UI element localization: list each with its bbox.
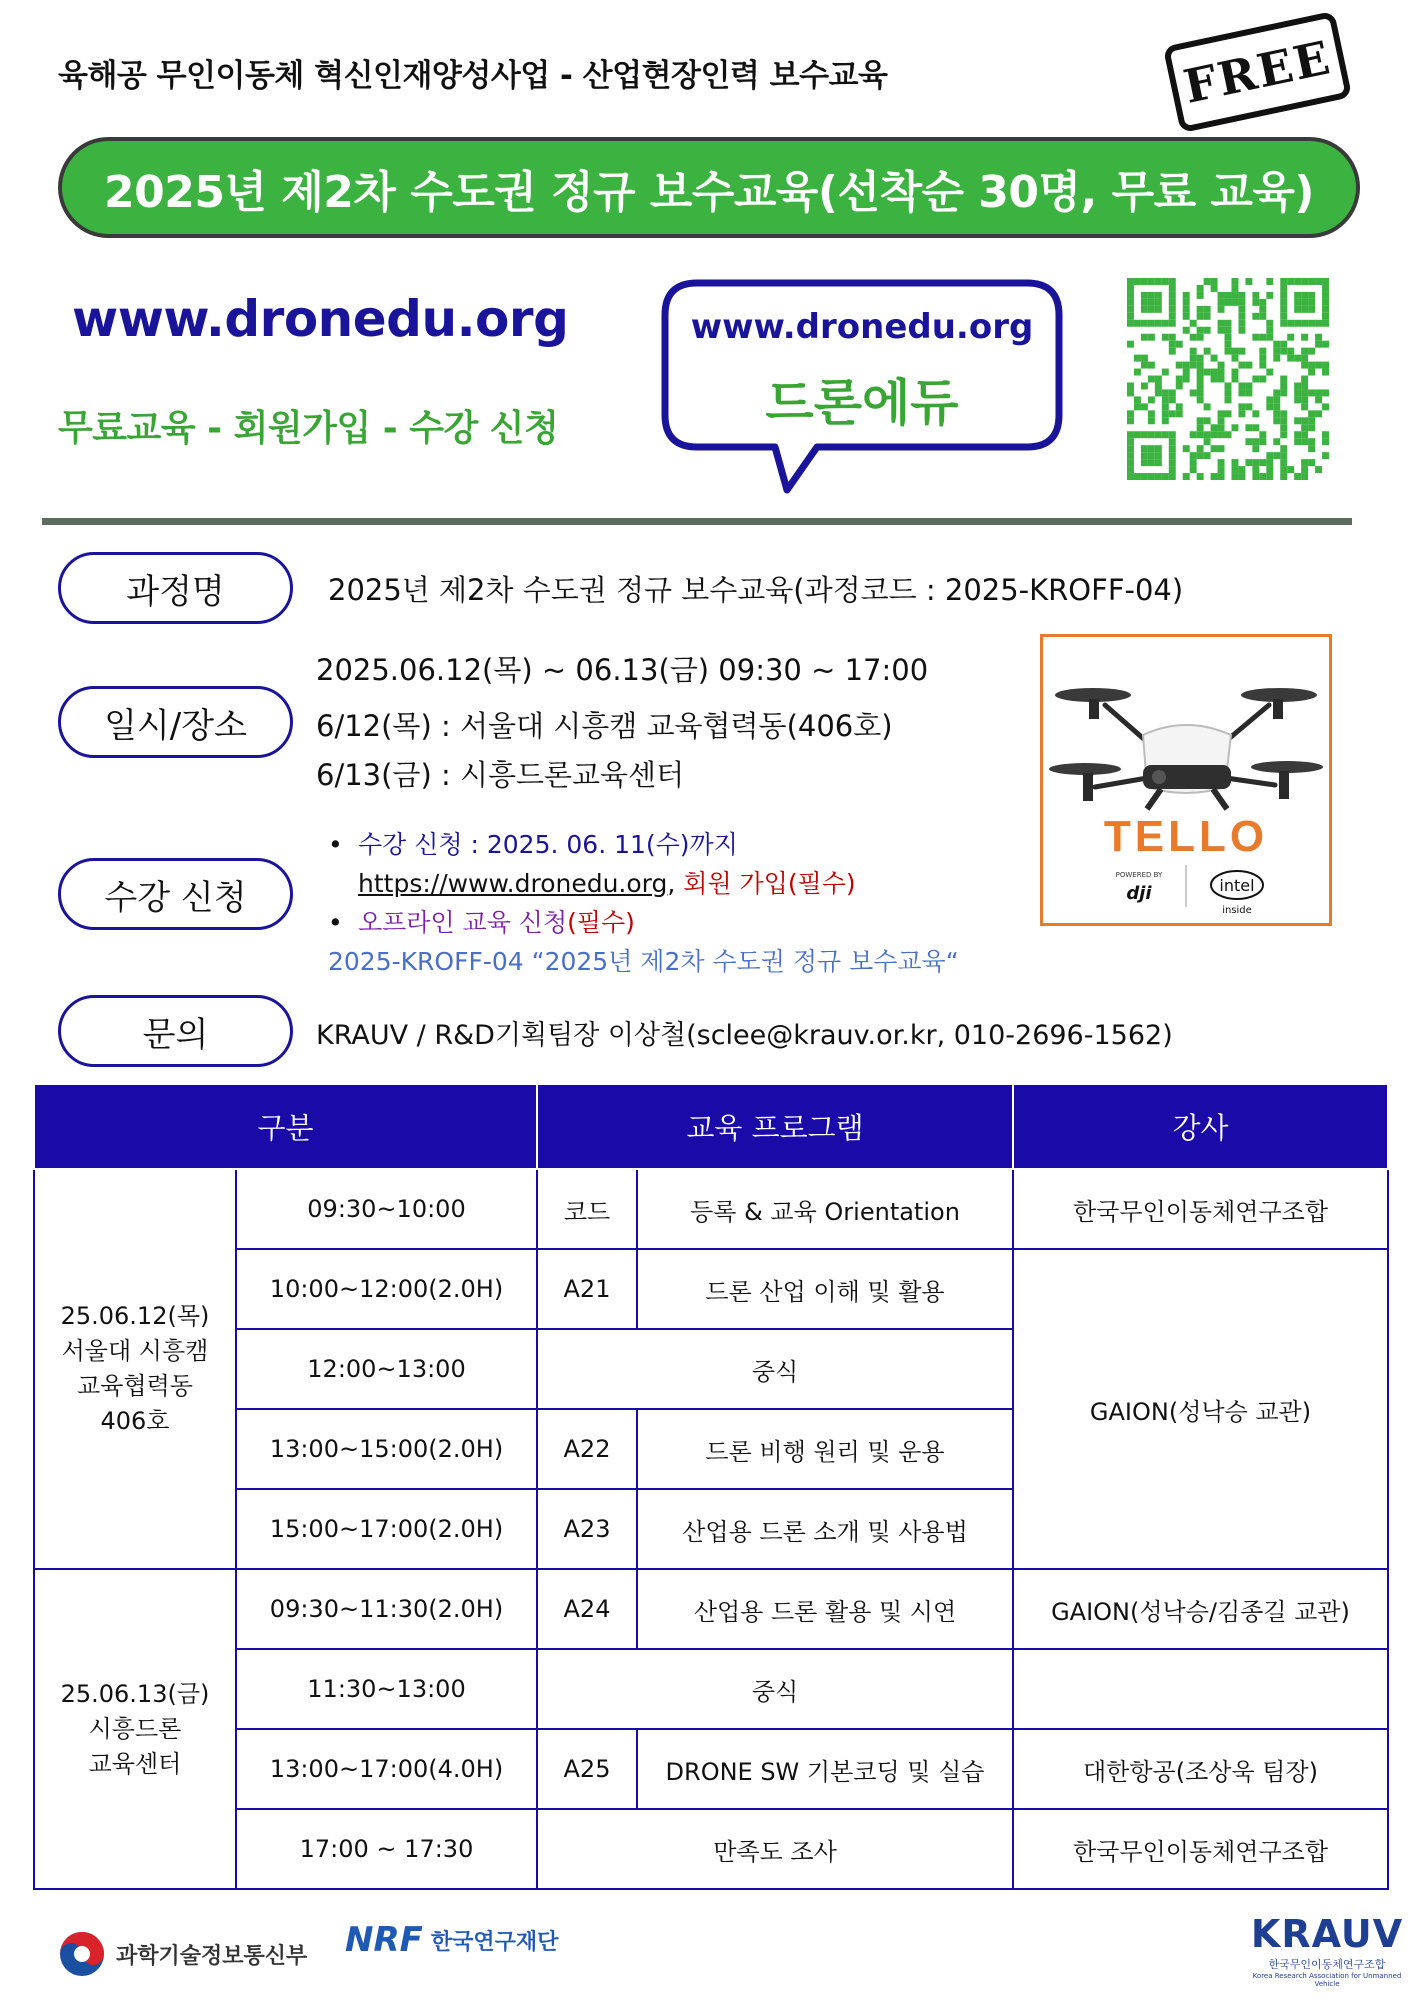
row-program: 등록 & 교육 Orientation — [637, 1169, 1013, 1249]
schedule-day2: 6/13(금) : 시흥드론교육센터 — [316, 758, 685, 792]
bullet-icon: • — [328, 908, 343, 937]
row-instructor: 대한항공(조상욱 팀장) — [1013, 1729, 1388, 1809]
table-row — [34, 1809, 1388, 1889]
apply-details — [328, 825, 959, 981]
row-instructor: GAION(성낙승 교관) — [1013, 1249, 1388, 1569]
nrf-logo-mark: NRF — [345, 1920, 423, 1960]
header-program: 교육 프로그램 — [537, 1084, 1013, 1169]
label-contact: 문의 — [58, 995, 293, 1067]
day2-building: 교육센터 — [88, 1749, 182, 1778]
krauv-en: Korea Research Association for Unmanned Vehicle — [1252, 1972, 1402, 1988]
row-instructor: GAION(성낙승/김종길 교관) — [1013, 1569, 1388, 1649]
row-program: 산업용 드론 소개 및 사용법 — [637, 1489, 1013, 1569]
day2-date: 25.06.13(금) — [60, 1679, 210, 1708]
table-row — [34, 1569, 1388, 1649]
course-ref: 2025-KROFF-04 “2025년 제2차 수도권 정규 보수교육“ — [328, 947, 959, 976]
apply-link[interactable]: https://www.dronedu.org — [358, 869, 668, 898]
table-row — [34, 1169, 1388, 1249]
header-category: 구분 — [34, 1084, 537, 1169]
dji-logo: dji — [1126, 883, 1152, 904]
row-time: 10:00~12:00(2.0H) — [236, 1249, 537, 1329]
bullet-icon: • — [328, 830, 343, 859]
krauv-logo-mark: KRAUV — [1250, 1912, 1404, 1956]
apply-deadline-line — [328, 825, 959, 864]
table-header-row — [34, 1084, 1388, 1169]
day1-building: 교육협력동 — [77, 1372, 193, 1400]
website-url[interactable]: www.dronedu.org — [72, 290, 569, 348]
day1-room: 406호 — [100, 1407, 170, 1435]
label-apply: 수강 신청 — [58, 858, 293, 930]
row-time: 09:30~10:00 — [236, 1169, 537, 1249]
day2-place: 시흥드론 — [88, 1714, 182, 1743]
msit-label: 과학기술정보통신부 — [116, 1943, 308, 1969]
msit-logo — [58, 1930, 307, 1978]
label-schedule: 일시/장소 — [58, 686, 293, 758]
row-code: A21 — [537, 1249, 637, 1329]
row-instructor — [1013, 1649, 1388, 1729]
day1-label — [34, 1169, 236, 1569]
bubble-url[interactable]: www.dronedu.org — [690, 307, 1034, 347]
apply-comma: , — [667, 869, 676, 898]
intel-logo: intel — [1219, 876, 1255, 895]
row-program: 산업용 드론 활용 및 시연 — [637, 1569, 1013, 1649]
row-code: A24 — [537, 1569, 637, 1649]
krauv-logo — [1240, 1912, 1414, 1988]
bubble-brand: 드론에듀 — [765, 374, 959, 432]
nrf-label: 한국연구재단 — [430, 1929, 559, 1955]
powered-by: POWERED BY — [1115, 871, 1163, 879]
row-time: 11:30~13:00 — [236, 1649, 537, 1729]
row-program: 만족도 조사 — [537, 1809, 1013, 1889]
day2-label — [34, 1569, 236, 1889]
apply-deadline: 수강 신청 : 2025. 06. 11(수)까지 — [358, 830, 738, 859]
header-instructor: 강사 — [1013, 1084, 1388, 1169]
row-program: 중식 — [537, 1649, 1013, 1729]
day1-date: 25.06.12(목) — [60, 1302, 210, 1330]
row-time: 17:00 ~ 17:30 — [236, 1809, 537, 1889]
day1-place: 서울대 시흥캠 — [61, 1337, 209, 1365]
row-time: 13:00~15:00(2.0H) — [236, 1409, 537, 1489]
apply-link-line — [328, 864, 959, 903]
schedule-table — [33, 1083, 1389, 1890]
contact-info: KRAUV / R&D기획팀장 이상철(sclee@krauv.or.kr, 010-2696-1562) — [316, 1020, 1173, 1051]
offline-required: (필수) — [567, 908, 635, 937]
course-banner: 2025년 제2차 수도권 정규 보수교육(선착순 30명, 무료 교육) — [58, 137, 1360, 238]
row-program: 드론 산업 이해 및 활용 — [637, 1249, 1013, 1329]
row-code: 코드 — [537, 1169, 637, 1249]
taegeuk-icon — [58, 1930, 106, 1978]
free-stamp: FREE — [1163, 11, 1352, 133]
offline-apply: 오프라인 교육 신청 — [358, 908, 568, 937]
qr-code-icon[interactable] — [1127, 278, 1329, 480]
row-time: 09:30~11:30(2.0H) — [236, 1569, 537, 1649]
header-title: 육해공 무인이동체 혁신인재양성사업 - 산업현장인력 보수교육 — [58, 58, 888, 94]
apply-course-ref-line — [298, 942, 959, 981]
label-course: 과정명 — [58, 552, 293, 624]
row-time: 13:00~17:00(4.0H) — [236, 1729, 537, 1809]
row-code: A23 — [537, 1489, 637, 1569]
schedule-period: 2025.06.12(목) ~ 06.13(금) 09:30 ~ 17:00 — [316, 653, 929, 687]
row-time: 12:00~13:00 — [236, 1329, 537, 1409]
row-code: A22 — [537, 1409, 637, 1489]
row-program: 중식 — [537, 1329, 1013, 1409]
row-instructor: 한국무인이동체연구조합 — [1013, 1809, 1388, 1889]
signup-required: 회원 가입(필수) — [683, 869, 856, 898]
row-time: 15:00~17:00(2.0H) — [236, 1489, 537, 1569]
krauv-kr: 한국무인이동체연구조합 — [1268, 1958, 1386, 1971]
course-name: 2025년 제2차 수도권 정규 보수교육(과정코드 : 2025-KROFF-04) — [328, 573, 1184, 607]
drone-icon — [1043, 637, 1329, 923]
apply-offline-line — [328, 903, 959, 942]
tello-product-image — [1040, 634, 1332, 926]
schedule-day1: 6/12(목) : 서울대 시흥캠 교육협력동(406호) — [316, 709, 893, 743]
table-row — [34, 1649, 1388, 1729]
intel-inside: inside — [1222, 905, 1252, 916]
section-divider — [42, 518, 1352, 525]
row-instructor: 한국무인이동체연구조합 — [1013, 1169, 1388, 1249]
tello-brand: TELLO — [1103, 812, 1269, 861]
row-code: A25 — [537, 1729, 637, 1809]
table-row — [34, 1729, 1388, 1809]
join-steps: 무료교육 - 회원가입 - 수강 신청 — [58, 408, 559, 449]
table-row — [34, 1249, 1388, 1329]
row-program: DRONE SW 기본코딩 및 실습 — [637, 1729, 1013, 1809]
row-program: 드론 비행 원리 및 운용 — [637, 1409, 1013, 1489]
nrf-logo — [345, 1920, 558, 1960]
speech-bubble — [657, 275, 1067, 453]
